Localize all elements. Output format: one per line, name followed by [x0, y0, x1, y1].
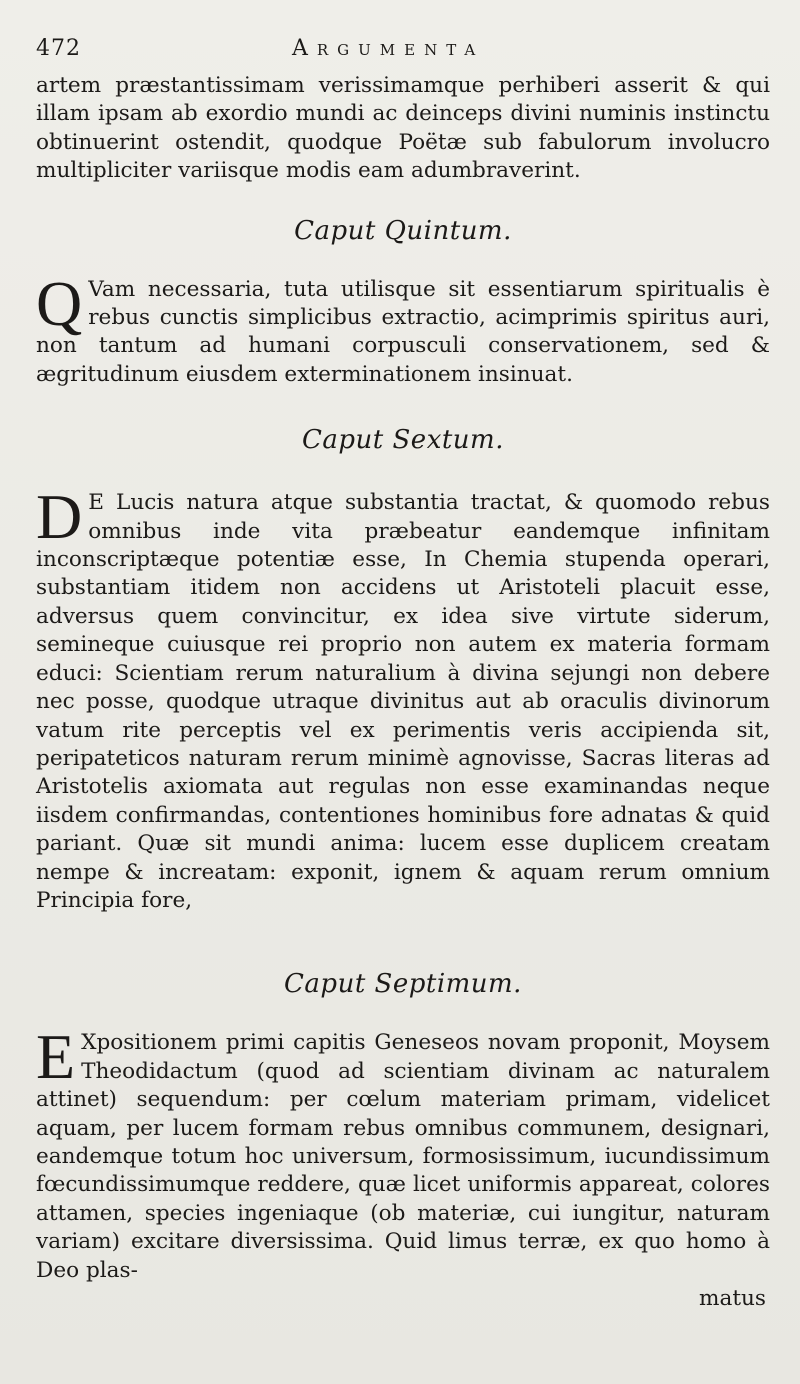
- lead-word: E: [88, 490, 104, 516]
- drop-capital: D: [36, 481, 83, 553]
- page-number: 472: [36, 36, 81, 61]
- running-title: Argumenta: [292, 36, 485, 61]
- running-head: [36, 36, 770, 68]
- chapter-summary-septimum: [36, 1021, 771, 1285]
- chapter-heading-septimum: Caput Septimum.: [284, 969, 522, 1000]
- chapter-heading-sextum: Caput Sextum.: [302, 425, 504, 456]
- summary-text: primi capitis Geneseos novam proponit, Moysem Theodidactum (quod ad scientiam divinam ac naturalem attinet) sequendum: per cœlum materiam primam, videlicet aquam, per lucem formam rebus omnibus communem, designari, eandemque totum hoc universum, formosissimum, iucundissimum fœcundissimumque reddere, quæ licet uniformis appareat, colores attamen, species ingeniaque (ob materiæ, cui iungitur, naturam variam) excitare diversissima. Quid limus terræ, ex quo homo à Deo plas-: [36, 1030, 771, 1283]
- lead-word: Xpositionem: [81, 1030, 218, 1056]
- summary-text: necessaria, tuta utilisque sit essentiarum spiritualis è rebus cunctis simplicibus extractio, acimprimis spiritus auri, non tantum ad humani corpusculi conservationem, sed & ægritudinum eiusdem exterminationem insinuat.: [36, 276, 770, 387]
- drop-capital: Q: [36, 267, 83, 339]
- intro-paragraph: artem præstantissimam verissimamque perhiberi asserit & qui illam ipsam ab exordio mundi ac deinceps divini numinis instinctu obtinuerint ostendit, quodque Poëtæ sub fabulorum involucro multipliciter variisque modis eam adumbraverint.: [36, 73, 770, 184]
- catchword: matus: [698, 1286, 766, 1311]
- chapter-summary-sextum: [36, 481, 770, 915]
- chapter-heading-quintum: Caput Quintum.: [294, 215, 512, 246]
- drop-capital: E: [36, 1021, 76, 1093]
- chapter-summary-quintum: [36, 267, 770, 390]
- summary-text: Lucis natura atque substantia tractat, & quomodo rebus omnibus inde vita præbeatur eandemque infinitam inconscriptæque potentiæ esse, In Chemia stupenda operari, substantiam itidem non accidens ut Aristoteli placuit esse, adversus quem convincitur, ex idea sive virtute siderum, semineque cuiusque rei proprio non autem ex materia formam educi: Scientiam rerum naturalium à divina sejungi non debere nec posse, quodque utraque divinitus aut ab oraculis divinorum vatum rite perceptis vel ex perimentis veris accipienda sit, peripateticos naturam rerum minimè agnovisse, Sacras literas ad Aristotelis axiomata aut regulas non esse examinandas neque iisdem confirmandas, contentiones hominibus fore adnatas & quid pariant. Quæ sit mundi anima: lucem esse duplicem creatam nempe & increatam: exponit, ignem & aquam rerum omnium Principia fore,: [36, 490, 770, 913]
- lead-word: Vam: [88, 276, 136, 302]
